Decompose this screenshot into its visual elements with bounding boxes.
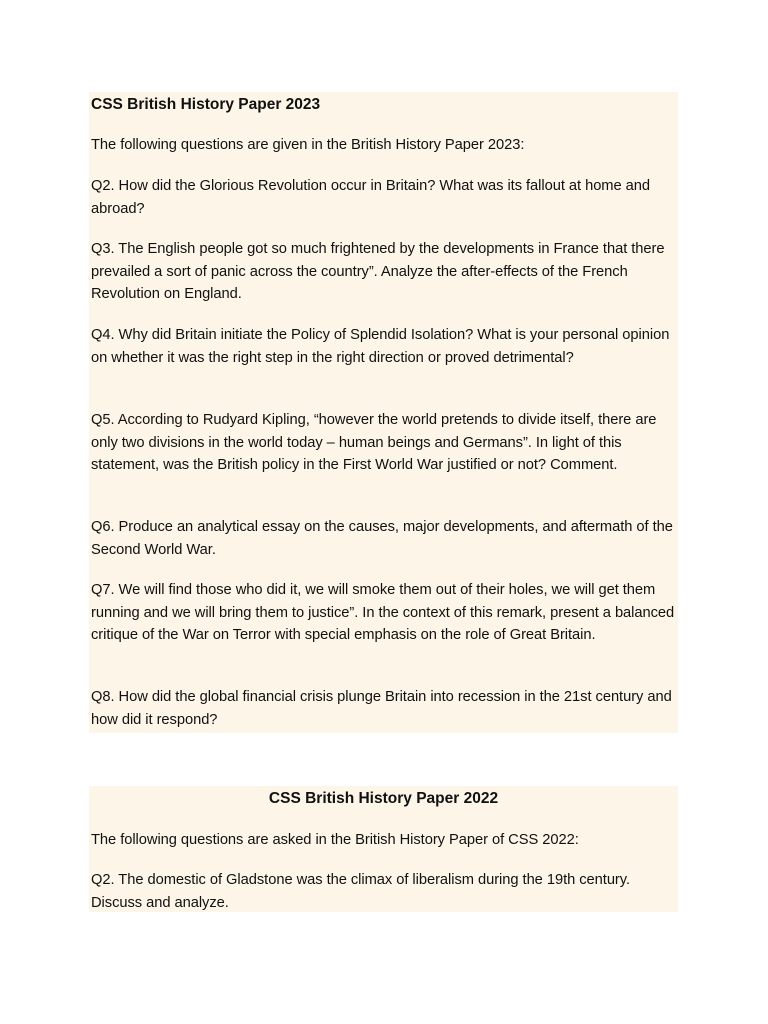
section-2022 [89,786,678,912]
section-heading: CSS British History Paper 2022 [268,790,499,807]
question-q8: Q8. How did the global financial crisis plunge Britain into recession in the 21st century and how did it respond? [91,689,672,728]
question-q4: Q4. Why did Britain initiate the Policy of Splendid Isolation? What is your personal opinion on whether it was the right step in the right direction or proved detrimental? [91,327,670,366]
section-2023 [89,92,678,733]
question-q2: Q2. The domestic of Gladstone was the climax of liberalism during the 19th century. Discuss and analyze. [91,872,631,911]
question-q7: Q7. We will find those who did it, we will smoke them out of their holes, we will get them running and we will bring them to justice”. In the context of this remark, present a balanced critique of the War on Terror with special emphasis on the role of Great Britain. [91,582,675,643]
question-q3: Q3. The English people got so much frightened by the developments in France that there prevailed a sort of panic across the country”. Analyze the after-effects of the French Revolution on England. [91,241,665,302]
question-q5: Q5. According to Rudyard Kipling, “however the world pretends to divide itself, there are only two divisions in the world today – human beings and Germans”. In light of this statement, was the British policy in the First World War justified or not? Comment. [91,412,657,473]
section-intro: The following questions are asked in the British History Paper of CSS 2022: [91,832,579,848]
section-intro: The following questions are given in the British History Paper 2023: [91,137,525,153]
section-heading: CSS British History Paper 2023 [91,96,321,113]
question-q6: Q6. Produce an analytical essay on the causes, major developments, and aftermath of the Second World War. [91,519,673,558]
question-q2: Q2. How did the Glorious Revolution occur in Britain? What was its fallout at home and abroad? [91,178,650,217]
